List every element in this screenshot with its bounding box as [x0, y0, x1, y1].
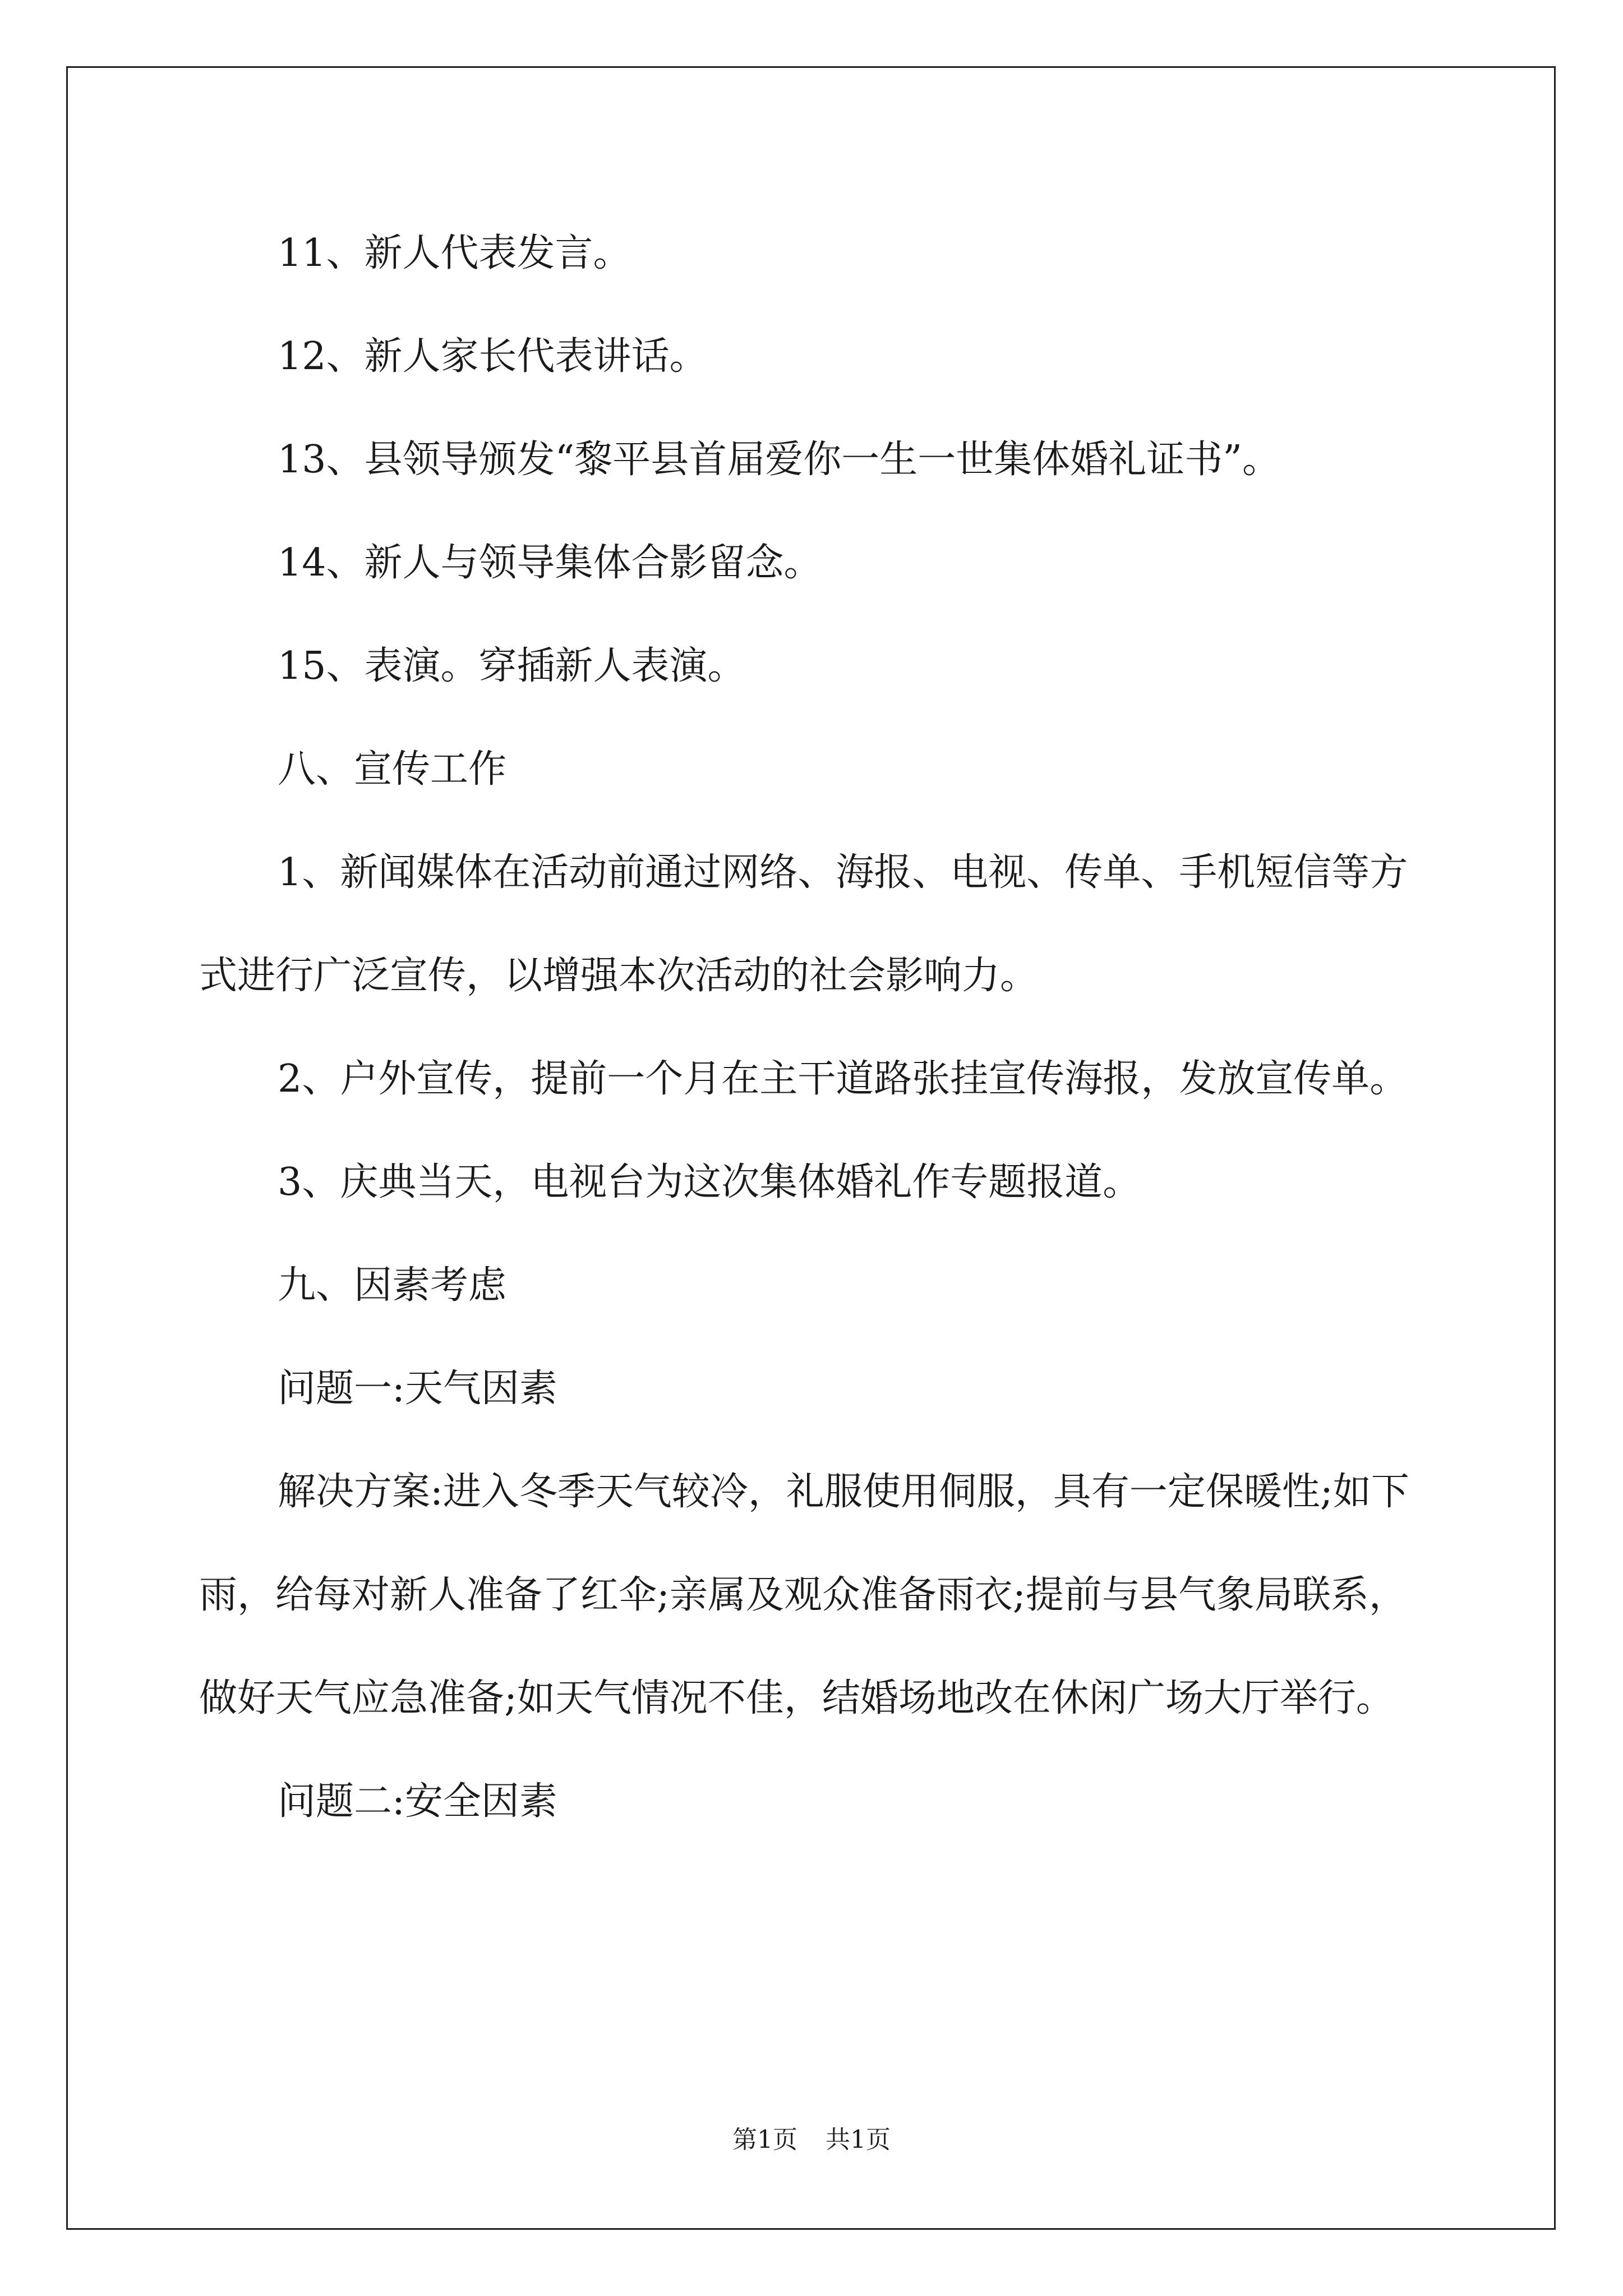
paragraph: 解决方案:进入冬季天气较冷，礼服使用侗服，具有一定保暖性;如下雨，给每对新人准备了红伞;亲属及观众准备雨衣;提前与县气象局联系，做好天气应急准备;如天气情况不佳，结婚场地改在休闲广场大厅举行。	[199, 1470, 1409, 1720]
section-heading: 八、宣传工作	[278, 747, 507, 792]
paragraph: 14、新人与领导集体合影留念。	[278, 541, 822, 585]
paragraph: 12、新人家长代表讲话。	[278, 334, 708, 379]
section-heading: 九、因素考虑	[278, 1263, 507, 1308]
subheading: 问题一:天气因素	[278, 1366, 557, 1411]
page-footer	[0, 2123, 1623, 2157]
document-body	[199, 202, 1433, 1853]
paragraph: 15、表演。穿插新人表演。	[278, 644, 746, 688]
page-number: 第1页	[732, 2125, 797, 2154]
paragraph: 1、新闻媒体在活动前通过网络、海报、电视、传单、手机短信等方式进行广泛宣传，以增强本次活动的社会影响力。	[199, 850, 1408, 998]
paragraph: 11、新人代表发言。	[278, 231, 631, 275]
paragraph: 13、县领导颁发“黎平县首届爱你一生一世集体婚礼证书”。	[278, 438, 1281, 482]
paragraph: 3、庆典当天，电视台为这次集体婚礼作专题报道。	[278, 1160, 1141, 1204]
page-total: 共1页	[826, 2125, 891, 2154]
subheading: 问题二:安全因素	[278, 1779, 557, 1824]
paragraph: 2、户外宣传，提前一个月在主干道路张挂宣传海报，发放宣传单。	[278, 1057, 1408, 1101]
